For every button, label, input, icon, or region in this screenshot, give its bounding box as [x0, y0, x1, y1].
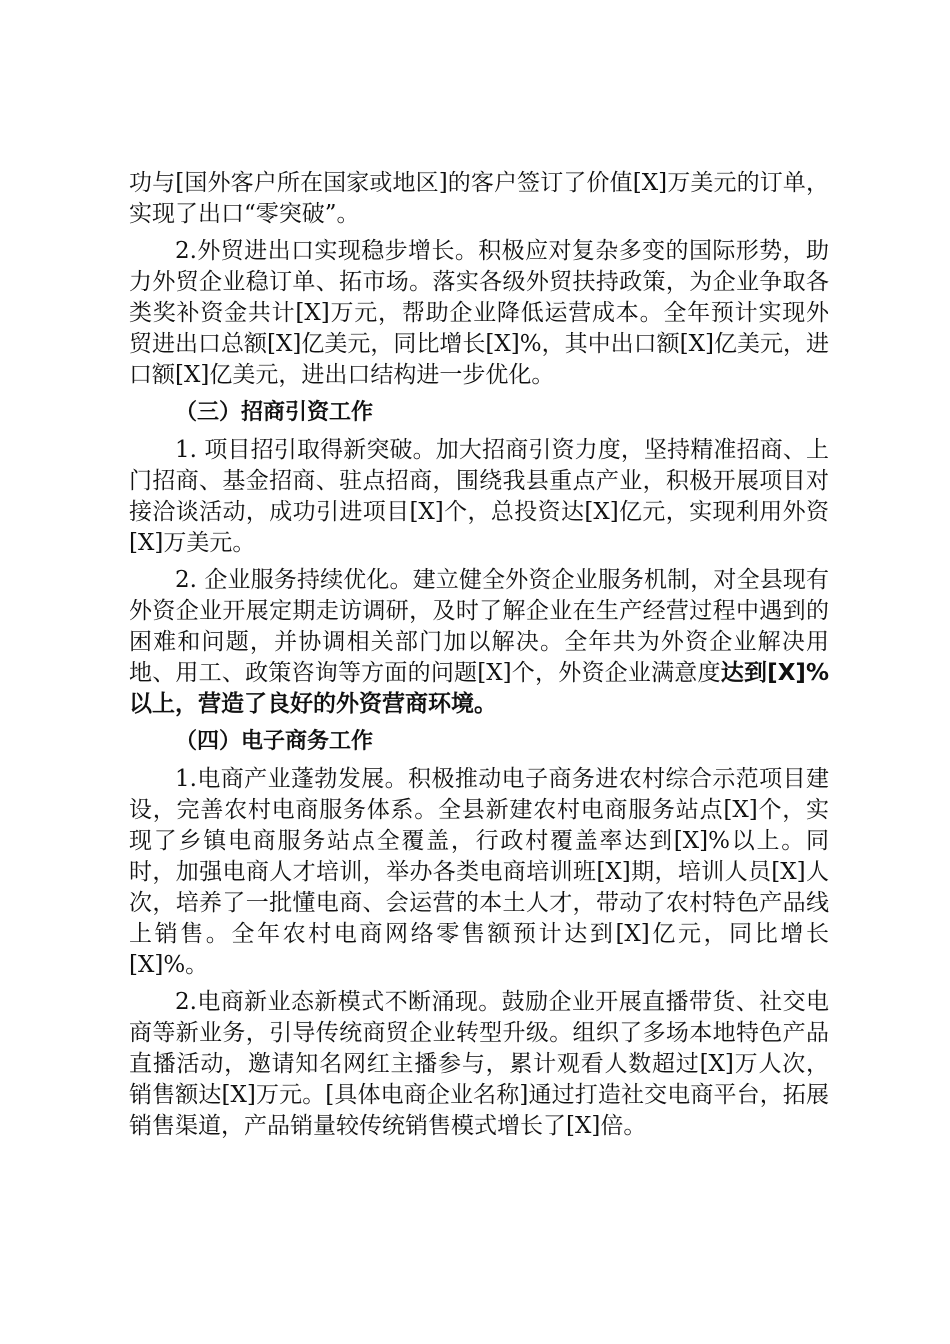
section-heading-ecommerce: （四）电子商务工作 — [175, 729, 374, 754]
paragraph-ecommerce-new-models: 2.电商新业态新模式不断涌现。鼓励企业开展直播带货、社交电商等新业务，引导传统商贸企业转型升级。组织了多场本地特色产品直播活动，邀请知名网红主播参与，累计观看人数超过[X]万人次，销售额达[X]万元。[具体电商企业名称]通过打造社交电商平台，拓展销售渠道，产品销量较传统销售模式增长了[X]倍。 — [129, 989, 829, 1139]
section-heading-investment: （三）招商引资工作 — [175, 400, 374, 425]
paragraph-intro: 功与[国外客户所在国家或地区]的客户签订了价值[X]万美元的订单，实现了出口“零突破”。 — [129, 170, 829, 227]
paragraph-investment-projects: 1. 项目招引取得新突破。加大招商引资力度，坚持精准招商、上门招商、基金招商、驻点招商，围绕我县重点产业，积极开展项目对接洽谈活动，成功引进项目[X]个，总投资达[X]亿元，实现利用外资[X]万美元。 — [129, 437, 829, 556]
paragraph-foreign-trade: 2.外贸进出口实现稳步增长。积极应对复杂多变的国际形势，助力外贸企业稳订单、拓市场。落实各级外贸扶持政策，为企业争取各类奖补资金共计[X]万元，帮助企业降低运营成本。全年预计实现外贸进出口总额[X]亿美元，同比增长[X]%，其中出口额[X]亿美元，进口额[X]亿美元，进出口结构进一步优化。 — [129, 238, 829, 388]
enterprise-service-bold-text: 达到[X]%以上，营造了良好的外资营商环境。 — [129, 660, 829, 717]
enterprise-service-text: 2. 企业服务持续优化。建立健全外资企业服务机制，对全县现有外资企业开展定期走访调研，及时了解企业在生产经营过程中遇到的困难和问题，并协调相关部门加以解决。全年共为外资企业解决用地、用工、政策咨询等方面的问题[X]个，外资企业满意度 — [129, 567, 829, 686]
paragraph-enterprise-service — [129, 565, 829, 720]
document-body — [129, 168, 829, 1148]
paragraph-ecommerce-industry: 1.电商产业蓬勃发展。积极推动电子商务进农村综合示范项目建设，完善农村电商服务体系。全县新建农村电商服务站点[X]个，实现了乡镇电商服务站点全覆盖，行政村覆盖率达到[X]%以上。同时，加强电商人才培训，举办各类电商培训班[X]期，培训人员[X]人次，培养了一批懂电商、会运营的本土人才，带动了农村特色产品线上销售。全年农村电商网络零售额预计达到[X]亿元，同比增长[X]%。 — [129, 766, 829, 978]
